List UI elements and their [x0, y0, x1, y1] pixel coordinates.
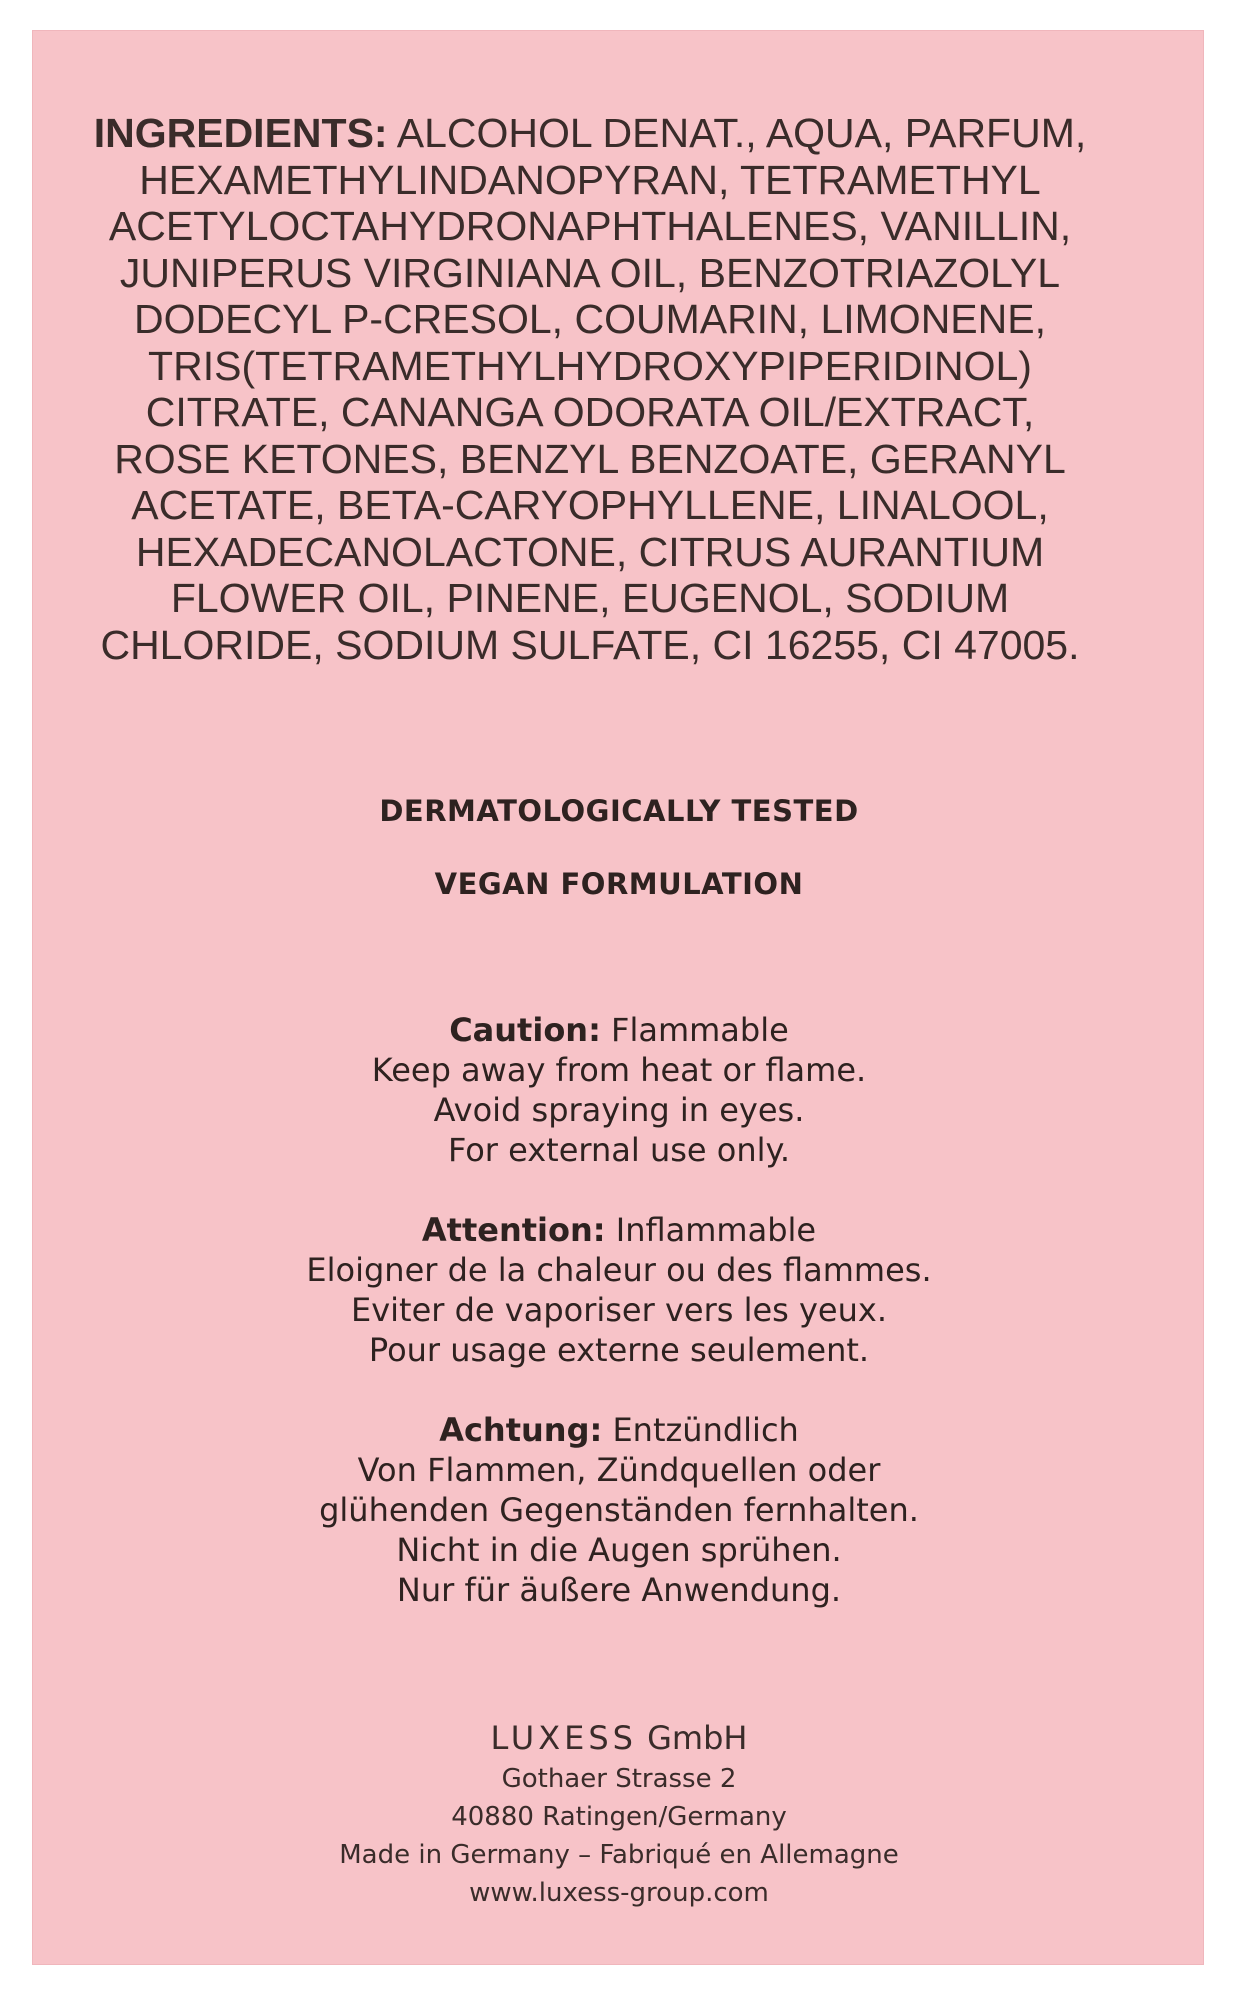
warning-german [0, 1410, 1238, 1610]
warning-french [0, 1210, 1238, 1370]
warning-english-line: Keep away from heat or flame. [371, 1051, 867, 1089]
ingredients-line: TRIS(TETRAMETHYLHYDROXYPIPERIDINOL) [148, 342, 1032, 389]
warning-french-line: Eviter de vaporiser vers les yeux. [350, 1291, 887, 1329]
warning-german-line: Nur für äußere Anwendung. [396, 1571, 842, 1609]
warning-german-line: Von Flammen, Zündquellen oder [357, 1451, 881, 1489]
warning-english [0, 1010, 1238, 1170]
ingredients-heading: INGREDIENTS: [93, 110, 388, 156]
warning-english-lead-text: Flammable [600, 1011, 789, 1049]
ingredients-line [80, 110, 1100, 157]
warning-english-heading [0, 1010, 1238, 1050]
ingredients-line: DODECYL P-CRESOL, COUMARIN, LIMONENE, [133, 296, 1046, 342]
ingredients-line: ACETYLOCTAHYDRONAPHTHALENES, VANILLIN, [108, 203, 1072, 249]
company-info [0, 1716, 1238, 1912]
warning-french-lead-text: Inflammable [605, 1211, 817, 1249]
warning-french-lead: Attention: [421, 1211, 606, 1249]
company-suffix: GmbH [647, 1719, 748, 1757]
ingredients-list [80, 110, 1100, 668]
ingredients-line: ACETATE, BETA-CARYOPHYLLENE, LINALOOL, [131, 482, 1049, 528]
company-website: www.luxess-group.com [469, 1878, 769, 1908]
vegan-formulation-claim: VEGAN FORMULATION [434, 867, 804, 901]
warning-english-lead: Caution: [449, 1011, 601, 1049]
warning-english-line: For external use only. [447, 1131, 791, 1169]
warning-german-lead: Achtung: [439, 1411, 603, 1449]
made-in-text: Made in Germany – Fabriqué en Allemagne [339, 1840, 899, 1870]
dermatologically-tested-claim: DERMATOLOGICALLY TESTED [379, 794, 859, 828]
company-name [0, 1716, 1238, 1760]
warning-english-line: Avoid spraying in eyes. [433, 1091, 805, 1129]
warning-german-lead-text: Entzündlich [602, 1411, 799, 1449]
brand-logo-text: LUXESS [490, 1719, 637, 1757]
ingredients-line: ROSE KETONES, BENZYL BENZOATE, GERANYL [114, 435, 1066, 482]
warning-french-heading [0, 1210, 1238, 1250]
warning-german-line: Nicht in die Augen sprühen. [396, 1531, 842, 1569]
warning-french-line: Pour usage externe seulement. [368, 1331, 870, 1369]
warning-german-line: glühenden Gegenständen fernhalten. [319, 1491, 919, 1529]
ingredients-text: ALCOHOL DENAT., AQUA, PARFUM, [396, 110, 1087, 156]
ingredients-line: FLOWER OIL, PINENE, EUGENOL, SODIUM [170, 575, 1010, 621]
ingredients-line: JUNIPERUS VIRGINIANA OIL, BENZOTRIAZOLYL [119, 249, 1061, 296]
ingredients-line: HEXAMETHYLINDANOPYRAN, TETRAMETHYL [139, 156, 1041, 203]
ingredients-line: HEXADECANOLACTONE, CITRUS AURANTIUM [135, 528, 1045, 575]
company-street: Gothaer Strasse 2 [501, 1764, 737, 1794]
warning-french-line: Eloigner de la chaleur ou des flammes. [306, 1251, 932, 1289]
warning-german-heading [0, 1410, 1238, 1450]
ingredients-line: CITRATE, CANANGA ODORATA OIL/EXTRACT, [145, 389, 1035, 435]
ingredients-line: CHLORIDE, SODIUM SULFATE, CI 16255, CI 47005. [100, 621, 1080, 668]
company-city: 40880 Ratingen/Germany [451, 1802, 787, 1832]
